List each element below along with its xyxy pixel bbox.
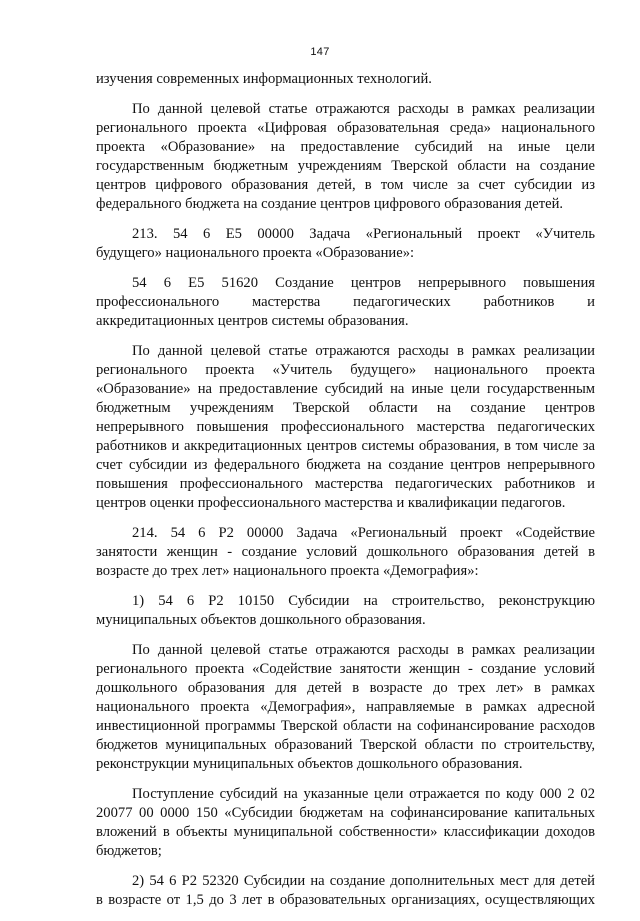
text-line: государственным бюджетным учреждениям Тверской области на создание [96, 158, 595, 174]
text-line: бюджетов; [96, 843, 162, 859]
text-line: проекта «Образование» на предоставление субсидий на иные цели [96, 139, 595, 155]
text-line: центров оценки профессионального мастерства и квалификации педагогов. [96, 495, 566, 511]
paragraph [96, 225, 595, 263]
text-line: регионального проекта «Учитель будущего» национального проекта [96, 362, 595, 378]
text-line: реконструкции муниципальных объектов дошкольного образования. [96, 756, 523, 772]
text-line: инвестиционной программы Тверской области на софинансирование расходов [96, 718, 595, 734]
text-line: федерального бюджета на создание центров цифрового образования детей. [96, 196, 564, 212]
text-line: дошкольного образования для детей в возрасте до трех лет» в рамках [96, 680, 595, 696]
page-number: 147 [310, 46, 330, 58]
paragraph [96, 872, 595, 910]
text-line: центров цифрового образования детей, в том числе за счет субсидии из [96, 177, 595, 193]
text-line: повышения профессионального мастерства педагогических работников и [96, 476, 595, 492]
paragraph [96, 641, 595, 774]
text-line: муниципальных объектов дошкольного образования. [96, 612, 426, 628]
text-line: счет субсидии из федерального бюджета на создание центров непрерывного [96, 457, 595, 473]
text-line: работников и аккредитационных центров системы образования, в том числе за [96, 438, 595, 454]
text-line: регионального проекта «Содействие занятости женщин - создание условий [96, 661, 595, 677]
text-line: вложений в объекты муниципальной собственности» классификации доходов [96, 824, 595, 840]
paragraph [96, 592, 595, 630]
text-line: 2) 54 6 P2 52320 Субсидии на создание дополнительных мест для детей [132, 873, 595, 889]
text-line: 1) 54 6 P2 10150 Субсидии на строительство, реконструкцию [132, 593, 595, 609]
paragraph [96, 70, 595, 89]
text-line: национального проекта «Демография», направляемые в рамках адресной [96, 699, 595, 715]
text-line: бюджетов муниципальных образований Тверской области по строительству, [96, 737, 595, 753]
text-line: бюджетным учреждениям Тверской области на создание центров [96, 400, 595, 416]
paragraph [96, 274, 595, 331]
document-body [96, 70, 595, 921]
text-line: будущего» национального проекта «Образование»: [96, 245, 415, 261]
paragraph [96, 342, 595, 513]
text-line: 213. 54 6 E5 00000 Задача «Региональный проект «Учитель [132, 226, 595, 242]
text-line: непрерывного повышения профессионального мастерства педагогических [96, 419, 595, 435]
text-line: 54 6 E5 51620 Создание центров непрерывного повышения [132, 275, 595, 291]
paragraph [96, 100, 595, 214]
text-line: изучения современных информационных технологий. [96, 71, 432, 87]
text-line: возрасте до трех лет» национального проекта «Демография»: [96, 563, 479, 579]
text-line: аккредитационных центров системы образования. [96, 313, 409, 329]
text-line: регионального проекта «Цифровая образовательная среда» национального [96, 120, 595, 136]
paragraph [96, 785, 595, 861]
text-line: занятости женщин - создание условий дошкольного образования детей в [96, 544, 595, 560]
text-line: в возрасте от 1,5 до 3 лет в образовательных организациях, осуществляющих [96, 892, 595, 908]
text-line: По данной целевой статье отражаются расходы в рамках реализации [132, 642, 595, 658]
paragraph [96, 524, 595, 581]
text-line: профессионального мастерства педагогических работников и [96, 294, 595, 310]
text-line: По данной целевой статье отражаются расходы в рамках реализации [132, 343, 595, 359]
text-line: Поступление субсидий на указанные цели отражается по коду 000 2 02 [132, 786, 595, 802]
text-line: «Образование» на предоставление субсидий на иные цели государственным [96, 381, 595, 397]
text-line: По данной целевой статье отражаются расходы в рамках реализации [132, 101, 595, 117]
text-line: 20077 00 0000 150 «Субсидии бюджетам на софинансирование капитальных [96, 805, 595, 821]
text-line: 214. 54 6 P2 00000 Задача «Региональный проект «Содействие [132, 525, 595, 541]
